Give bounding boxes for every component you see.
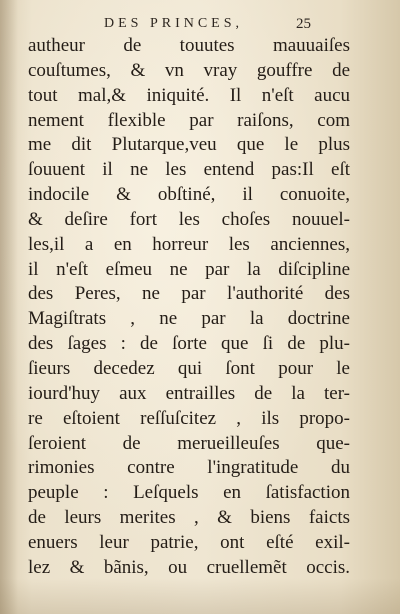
text-line: ſouuent il ne les entend pas:Il eſt: [28, 159, 350, 181]
page-number: 25: [296, 16, 311, 32]
page-header: [0, 14, 400, 34]
text-line: couſtumes, & vn vray gouffre de: [28, 59, 350, 81]
running-head: DES PRINCES,: [104, 16, 244, 31]
text-line: iourd'huy aux entrailles de la ter-: [28, 382, 350, 404]
text-line: & deſire fort les choſes nouuel-: [28, 208, 350, 230]
gutter-shadow: [0, 0, 18, 614]
text-line: me dit Plutarque,veu que le plus: [28, 134, 350, 156]
text-line: Magiſtrats , ne par la doctrine: [28, 308, 350, 330]
body-text: [28, 34, 350, 581]
text-line: ſieurs decedez qui ſont pour le: [28, 357, 350, 379]
text-line: rimonies contre l'ingratitude du: [28, 457, 350, 479]
text-line: peuple : Leſquels en ſatisfaction: [28, 482, 350, 504]
text-line: les,il a en horreur les anciennes,: [28, 233, 350, 255]
text-line: tout mal,& iniquité. Il n'eſt aucu: [28, 84, 350, 106]
text-line: de leurs merites , & biens faicts: [28, 507, 350, 529]
text-line: des Peres, ne par l'authorité des: [28, 283, 350, 305]
text-line: lez & bãnis, ou cruellemẽt occis.: [28, 556, 350, 578]
text-line: il n'eſt eſmeu ne par la diſcipline: [28, 258, 350, 280]
page-bottom-shadow: [0, 578, 400, 614]
text-line: indocile & obſtiné, il conuoite,: [28, 184, 350, 206]
text-line: re eſtoient reſſuſcitez , ils propo-: [28, 407, 350, 429]
text-line: enuers leur patrie, ont eſté exil-: [28, 531, 350, 553]
text-line: des ſages : de ſorte que ſi de plu-: [28, 333, 350, 355]
text-line: ſeroient de merueilleuſes que-: [28, 432, 350, 454]
text-line: nement flexible par raiſons, com: [28, 109, 350, 131]
text-line: autheur de touutes mauuaiſes: [28, 35, 350, 56]
